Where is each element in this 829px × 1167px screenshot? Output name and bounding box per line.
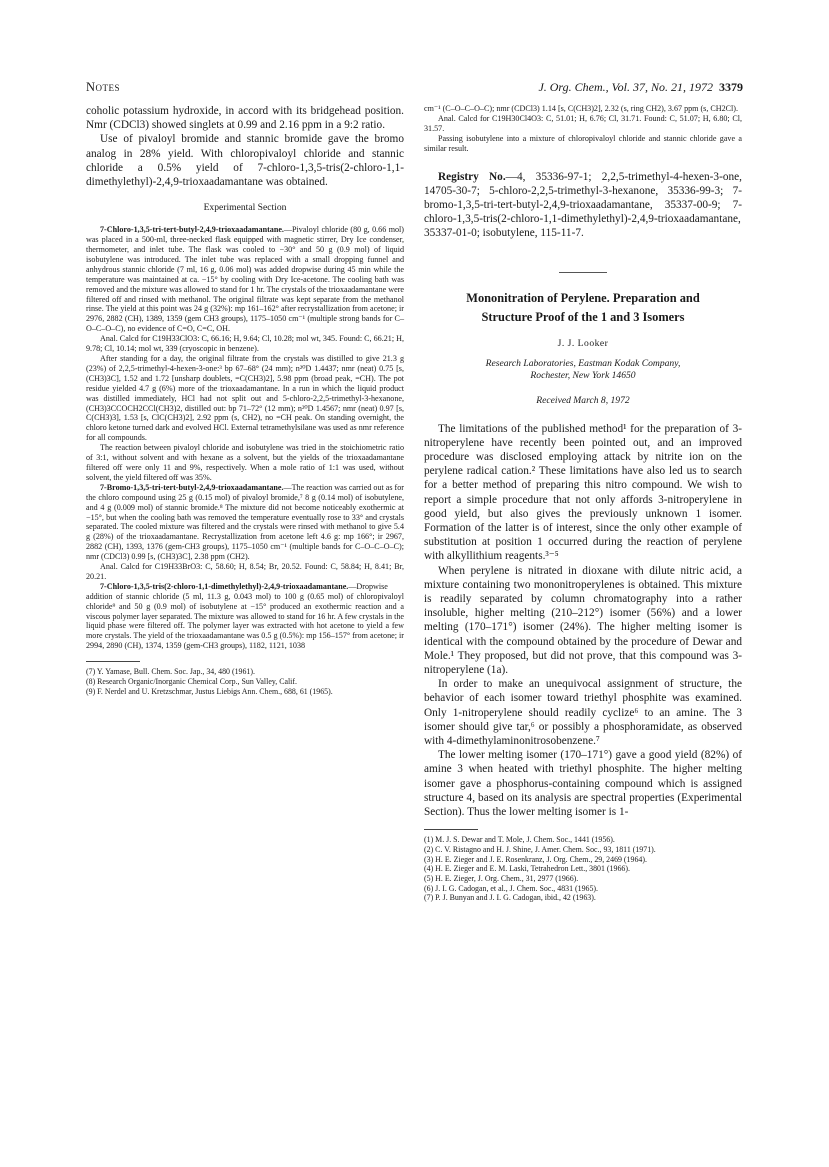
footnote: (2) C. V. Ristagno and H. J. Shine, J. Amer. Chem. Soc., 93, 1811 (1971). (424, 844, 656, 854)
body-paragraph: The lower melting isomer (170–171°) gave a good yield (82%) of amine 3 when heated with triethyl phosphite. The higher melting isomer gave a phosphorus-containing compound which is assigned structure 4, based on its analysis are spectral properties (Experimental Section). Thus the lower melting isomer is 1- (424, 749, 742, 819)
section-label: Notes (86, 80, 121, 94)
intro-paragraph: coholic potassium hydroxide, in accord with its bridgehead position. Nmr (CDCl3) showed singlets at 0.99 and 2.16 ppm in a 9:2 ratio. (86, 105, 404, 132)
compound-title: 7-Chloro-1,3,5-tri-tert-butyl-2,4,9-trioxaadamantane. (100, 225, 284, 235)
compound-title: 7-Chloro-1,3,5-tris(2-chloro-1,1-dimethylethyl)-2,4,9-trioxaadamantane. (100, 581, 349, 591)
article-title (424, 289, 742, 327)
footnote: (8) Research Organic/Inorganic Chemical Corp., Sun Valley, Calif. (86, 676, 297, 686)
footnote: (6) J. I. G. Cadogan, et al., J. Chem. Soc., 4831 (1965). (424, 883, 599, 893)
running-head (86, 80, 743, 98)
registry-text: —4, 35336-97-1; 2,2,5-trimethyl-4-hexen-3-one, 14705-30-7; 5-chloro-2,2,5-trimethyl-3-hexanone, 35336-99-3; 7-bromo-1,3,5-tri-tert-butyl-2,4,9-trioxaadamantane, 35337-00-9; 7-chloro-1,3,5-tris(2-chloro-1,1-dimethylethyl)-2,4,9-trioxaadamantane, 35337-01-0; isobutylene, 115-11-7. (424, 170, 742, 240)
experimental-heading: Experimental Section (203, 202, 287, 214)
article-title-line: Structure Proof of the 1 and 3 Isomers (481, 309, 685, 324)
paragraph-text: Anal. Calcd for C19H33BrO3: C, 58.60; H, 8.54; Br, 20.52. Found: C, 58.84; H, 8.41; Br, 20.21. (86, 562, 404, 581)
paragraph-text: —Dropwise addition of stannic chloride (5 ml, 11.3 g, 0.043 mol) to 100 g (0.65 mol) of chloropivaloyl chloride⁹ and 50 g (0.9 mol) of isobutylene at −15° produced an exothermic reaction and a viscous polymer layer separated. The mixture was allowed to stand for 16 hr. A few crystals in the liquid phase were filtered off. The polymer layer was extracted with hot acetone to yield a few more crystals. The yield of the trioxaadamantane was 0.5 g (0.5%): mp 156–157° from acetone; ir 2994, 2890 (CH), 1374, 1359 (gem-CH3 groups), 1182, 1121, 1038 (86, 581, 404, 651)
footnote: (4) H. E. Zieger and E. M. Laski, Tetrahedron Lett., 3801 (1966). (424, 864, 630, 874)
footnote: (7) Y. Yamase, Bull. Chem. Soc. Jap., 34, 480 (1961). (86, 667, 255, 677)
paragraph-text: —The reaction was carried out as for the chloro compound using 25 g (0.15 mol) of pivaloyl bromide,⁷ 8 g (0.14 mol) of isobutylene, and 4 g (0.009 mol) of stannic bromide.⁸ The mixture did not become noticeably exothermic at −15°, but when the cooling bath was removed the temperature eventually rose to 33° and crystals separated. The cooled mixture was filtered and the crystals were rinsed with methanol to give 5.4 g (28%) of the trioxaadamantane. Recrystallization from acetone left 4.6 g: mp 166°; ir 2967, 2882 (CH), 1393, 1376 (gem-CH3 groups), 1175–1050 cm⁻¹ (multiple bands for C–O–C–O–C); nmr (CDCl3) 0.99 [s, (CH3)3C], 2.38 ppm (CH2). (86, 482, 404, 562)
body-paragraph: When perylene is nitrated in dioxane with dilute nitric acid, a mixture containing two mononitroperylenes is obtained. This mixture is readily separated by column chromatography into a rather insoluble, higher melting (210–212°) isomer (56%) and a lower melting (170–171°) isomer (24%). The higher melting isomer is identical with the compound obtained by the procedure of Dewar and Mole.¹ They proposed, but did not prove, that this compound was 3-nitroperylene (1a). (424, 564, 742, 676)
compound-title: 7-Bromo-1,3,5-tri-tert-butyl-2,4,9-trioxaadamantane. (100, 482, 284, 492)
affiliation-line: Research Laboratories, Eastman Kodak Company, (485, 357, 681, 369)
experimental-paragraph (86, 334, 404, 354)
registry-numbers (424, 170, 742, 241)
article-author: J. J. Looker (557, 337, 609, 349)
paragraph-text: —Pivaloyl chloride (80 g, 0.66 mol) was placed in a 500-ml, three-necked flask equipped with magnetic stirrer, Dry Ice condenser, thermometer, and inlet tube. The flask was cooled to −30° and 50 g (0.9 mol) of liquid isobutylene was introduced. The inlet tube was replaced with a small dropping funnel and anhydrous stannic chloride (7 ml, 16 g, 0.06 mol) was added dropwise during 45 min while the temperature was maintained at ca. −15° by cooling with Dry Ice-acetone. The cooling bath was removed and the mixture was allowed to stand for 1 hr. The crystals of the trioxaadamantane were filtered off and rinsed with methanol. The original filtrate was kept separate from the methanol rinse. The yield at this point was 24 g (32%): mp 161–162° after recrystallization from acetone; ir 2976, 2882 (CH), 1389, 1359 (gem CH3 groups), 1175–1050 cm⁻¹ (multiple strong bands for C–O–C–O–C), no evidence of C=O, C=C, OH. (86, 225, 404, 334)
footnotes-left (86, 667, 404, 696)
footnote: (1) M. J. S. Dewar and T. Mole, J. Chem. Soc., 1441 (1956). (424, 835, 615, 845)
paragraph-text: The reaction between pivaloyl chloride and isobutylene was tried in the stoichiometric ratio of 3:1, without solvent and with hexane as a solvent, but the yields of the trioxaadamantane filtered off were only 11 and 9%, respectively. When a mole ratio of 1:1 was used, without solvent, the yield filtered off was 35%. (86, 443, 404, 482)
affiliation-line: Rochester, New York 14650 (530, 369, 636, 381)
footnotes-right (424, 835, 742, 903)
experimental-paragraph (86, 582, 404, 651)
footnote-divider (424, 829, 478, 830)
body-paragraph: The limitations of the published method¹ for the preparation of 3-nitroperylene have recently been pointed out, and an improved procedure was disclosed employing attack by nitrite ion on the perylene radical cation.² These limitations have also led us to search for a better method of preparing this nitro compound. We wish to report a simple procedure that not only affords 3-nitroperylene in good yield, but also gives the previously unknown 1 isomer. Formation of the latter is of interest, since the only other example of substitution at position 1 occurred during the reaction of perylene with alkyllithium reagents.³⁻⁵ (424, 422, 742, 563)
footnote: (9) F. Nerdel and U. Kretzschmar, Justus Liebigs Ann. Chem., 688, 61 (1965). (86, 686, 333, 696)
journal-citation (538, 80, 743, 95)
footnote-divider (86, 661, 140, 662)
continuation-paragraph: Passing isobutylene into a mixture of chloropivaloyl chloride and stannic chloride gave a similar result. (424, 133, 742, 153)
paragraph-text: Anal. Calcd for C19H33ClO3: C, 66.16; H, 9.64; Cl, 10.28; mol wt, 345. Found: C, 66.21; H, 9.78; Cl, 10.14; mol wt, 339 (cryoscopic in benzene). (86, 334, 404, 354)
right-column (424, 104, 742, 903)
footnote: (7) P. J. Bunyan and J. I. G. Cadogan, ibid., 42 (1963). (424, 893, 596, 903)
journal-name: J. Org. Chem., Vol. 37, No. 21, 1972 (538, 80, 713, 94)
article-title-line: Mononitration of Perylene. Preparation and (466, 290, 700, 305)
experimental-paragraph (86, 443, 404, 483)
experimental-paragraph (86, 562, 404, 582)
left-column (86, 104, 404, 696)
experimental-paragraph (86, 483, 404, 562)
page-number: 3379 (719, 80, 743, 94)
received-date: Received March 8, 1972 (536, 394, 630, 406)
footnote: (3) H. E. Zieger and J. E. Rosenkranz, J. Org. Chem., 29, 2469 (1964). (424, 854, 647, 864)
body-paragraph: In order to make an unequivocal assignment of structure, the behavior of each isomer toward triethyl phosphite was examined. Only 1-nitroperylene should readily cyclize⁶ to an amine. The 3 isomer should give tar,⁶ or possibly a phosphoramidate, as observed with 4-dimethylaminonitrosobenzene.⁷ (424, 678, 742, 748)
intro-paragraph: Use of pivaloyl bromide and stannic bromide gave the bromo analog in 28% yield. With chloropivaloyl chloride and stannic chloride a 0.5% yield of 7-chloro-1,3,5-tris(2-chloro-1,1-dimethylethyl)-2,4,9-trioxaadamantane was obtained. (86, 133, 404, 189)
continuation-paragraph: Anal. Calcd for C19H30Cl4O3: C, 51.01; H, 6.76; Cl, 31.71. Found: C, 51.07; H, 6.80; Cl, 31.57. (424, 113, 742, 133)
continuation-paragraph: cm⁻¹ (C–O–C–O–C); nmr (CDCl3) 1.14 [s, C(CH3)2], 2.32 (s, ring CH2), 3.67 ppm (s, CH2Cl). (424, 104, 739, 113)
article-divider (559, 272, 607, 273)
experimental-paragraph (86, 225, 404, 334)
paragraph-text: After standing for a day, the original filtrate from the crystals was distilled to give 21.3 g (23%) of 2,2,5-trimethyl-4-hexen-3-one:³ bp 67–68° (24 mm); n²⁰D 1.4437; nmr (neat) 0.75 [s, (CH3)3C], 1.52 and 1.72 [unsharp doublets, =C(CH3)2], 5.98 ppm (broad peak, =CH). The pot residue yielded 4.7 g (6%) more of the trioxaadamantane. In a run in which the liquid product was distilled immediately, HCl had not split out and 5-chloro-2,2,5-trimethyl-3-hexanone, (CH3)3CCOCH2CCl(CH3)2, distilled out: bp 71–72° (12 mm); n²⁰D 1.4567; nmr (neat) 0.97 [s, C(CH3)3], 1.53 [s, ClC(CH3)2], 2.92 ppm (s, CH2), no =CH peak. On standing overnight, the chloro ketone turned dark and evolved HCl. External tetramethylsilane was used as nmr reference for all compounds. (86, 354, 404, 443)
experimental-paragraph (86, 354, 404, 443)
article-affiliation (424, 358, 742, 382)
registry-label: Registry No. (438, 170, 506, 183)
footnote: (5) H. E. Zieger, J. Org. Chem., 31, 2977 (1966). (424, 874, 579, 884)
